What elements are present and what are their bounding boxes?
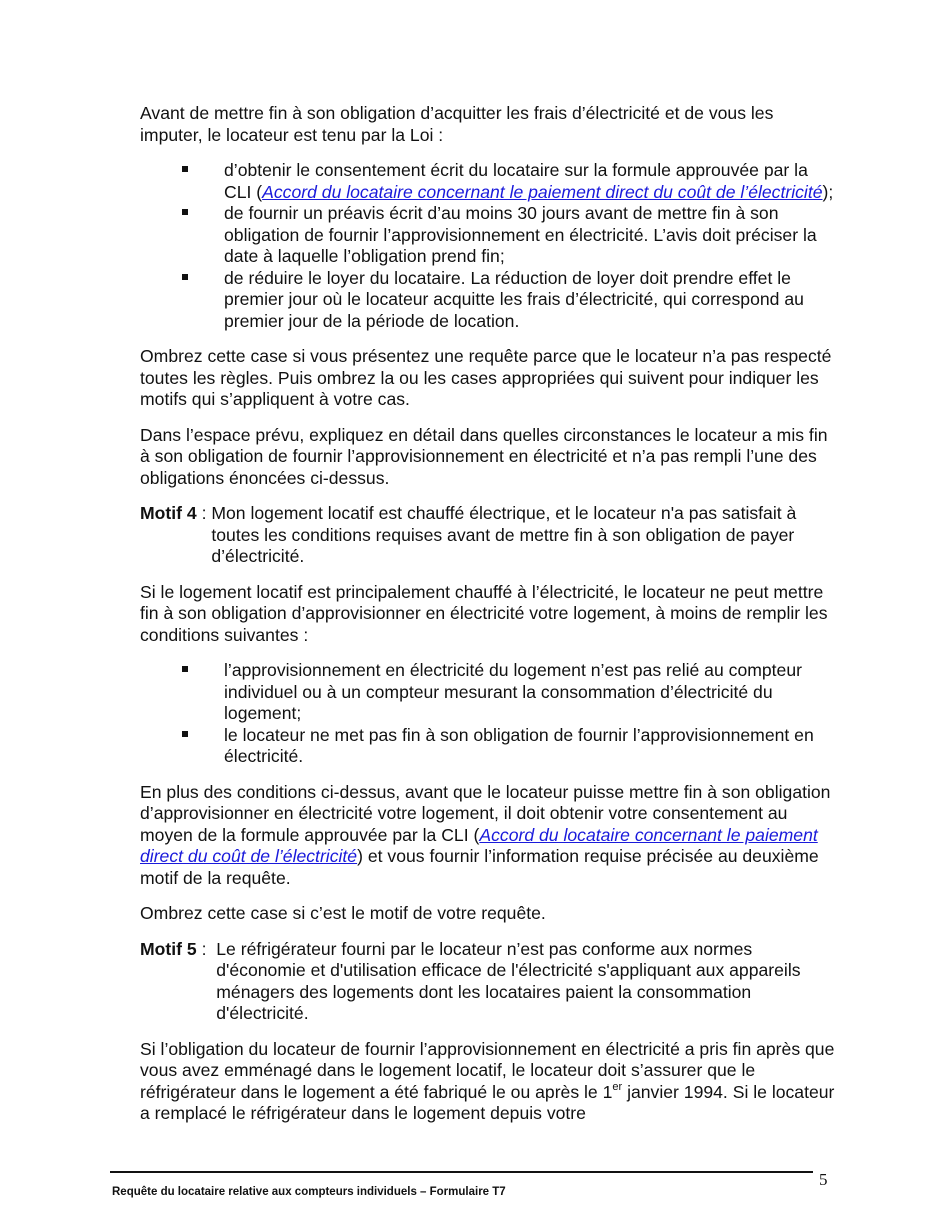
motif-4-paragraph: Si le logement locatif est principalement chauffé à l’électricité, le locateur ne peut mettre fin à son obligation d’approvisionner en électricité votre logement, à moins de remplir les conditions suivantes : [140, 581, 828, 645]
motif-4-bullet-list [140, 660, 840, 768]
list-item: de fournir un préavis écrit d’au moins 30 jours avant de mettre fin à son obligation de fournir l’approvisionnement en électricité. L’avis doit préciser la date à laquelle l’obligation prend fin; [140, 203, 840, 268]
list-item: le locateur ne met pas fin à son obligation de fournir l’approvisionnement en électricité. [140, 725, 840, 768]
intro-paragraph: Avant de mettre fin à son obligation d’acquitter les frais d’électricité et de vous les imputer, le locateur est tenu par la Loi : [140, 103, 774, 145]
intro-bullet-list [140, 160, 840, 332]
motif-4-shade-paragraph: Ombrez cette case si c’est le motif de votre requête. [140, 903, 546, 923]
list-item: d’obtenir le consentement écrit du locataire sur la formule approuvée par la CLI (Accord du locataire concernant le paiement direct du coût de l’électricité); [140, 160, 840, 203]
motif-4-consent-paragraph: En plus des conditions ci-dessus, avant que le locateur puisse mettre fin à son obligation d’approvisionner en électricité votre logement, il doit obtenir votre consentement au moyen de la formule approuvée par la CLI (Accord du locataire concernant le paiement direct du coût de l’électricité) et vous fournir l’information requise précisée au deuxième motif de la requête. [140, 781, 831, 888]
motif-5-heading: Motif 5 : Le réfrigérateur fourni par le locateur n’est pas conforme aux normes d'économie et d'utilisation efficace de l'électricité s'appliquant aux appareils ménagers des logements dont les locataires paient la consommation d'électricité. [140, 939, 840, 1025]
square-bullet-icon [182, 274, 188, 280]
tenant-agreement-link[interactable]: Accord du locataire concernant le paiement direct du coût de l’électricité [140, 824, 818, 866]
square-bullet-icon [182, 166, 188, 172]
motif-5-label: Motif 5 [140, 938, 197, 959]
footer-title: Requête du locataire relative aux compteurs individuels – Formulaire T7 [112, 1186, 506, 1198]
square-bullet-icon [182, 209, 188, 215]
square-bullet-icon [182, 731, 188, 737]
square-bullet-icon [182, 666, 188, 672]
footer-divider [110, 1171, 813, 1173]
motif-5-paragraph: Si l’obligation du locateur de fournir l’approvisionnement en électricité a pris fin après que vous avez emménagé dans le logement locatif, le locateur doit s’assurer que le réfrigérateur dans le logement a été fabriqué le ou après le 1er janvier 1994. Si le locateur a remplacé le réfrigérateur dans le logement depuis votre [140, 1038, 835, 1123]
motif-4-text: Mon logement locatif est chauffé électrique, et le locateur n'a pas satisfait à toutes les conditions requises avant de mettre fin à son obligation de payer d’électricité. [211, 503, 797, 566]
shade-instruction-paragraph: Ombrez cette case si vous présentez une requête parce que le locateur n’a pas respecté toutes les règles. Puis ombrez la ou les cases appropriées qui suivent pour indiquer les motifs qui s’appliquent à votre cas. [140, 346, 832, 409]
explain-paragraph: Dans l’espace prévu, expliquez en détail dans quelles circonstances le locateur a mis fin à son obligation de fournir l’approvisionnement en électricité et n’a pas rempli l’une des obligations énoncées ci-dessus. [140, 424, 828, 488]
list-item: de réduire le loyer du locataire. La réduction de loyer doit prendre effet le premier jour où le locateur acquitte les frais d’électricité, qui correspond au premier jour de la période de location. [140, 268, 840, 333]
list-item: l’approvisionnement en électricité du logement n’est pas relié au compteur individuel ou à un compteur mesurant la consommation d’électricité du logement; [140, 660, 840, 725]
page-number: 5 [819, 1170, 828, 1189]
motif-4-label: Motif 4 [140, 503, 197, 523]
motif-4-heading: Motif 4 : Mon logement locatif est chauffé électrique, et le locateur n'a pas satisfait à toutes les conditions requises avant de mettre fin à son obligation de payer d’électricité. [140, 503, 840, 568]
document-body [140, 103, 840, 1139]
motif-5-text: Le réfrigérateur fourni par le locateur n’est pas conforme aux normes d'économie et d'utilisation efficace de l'électricité s'appliquant aux appareils ménagers des logements dont les locataires paient la consommation d'électricité. [216, 938, 801, 1023]
tenant-agreement-link[interactable]: Accord du locataire concernant le paiement direct du coût de l’électricité [262, 181, 823, 202]
